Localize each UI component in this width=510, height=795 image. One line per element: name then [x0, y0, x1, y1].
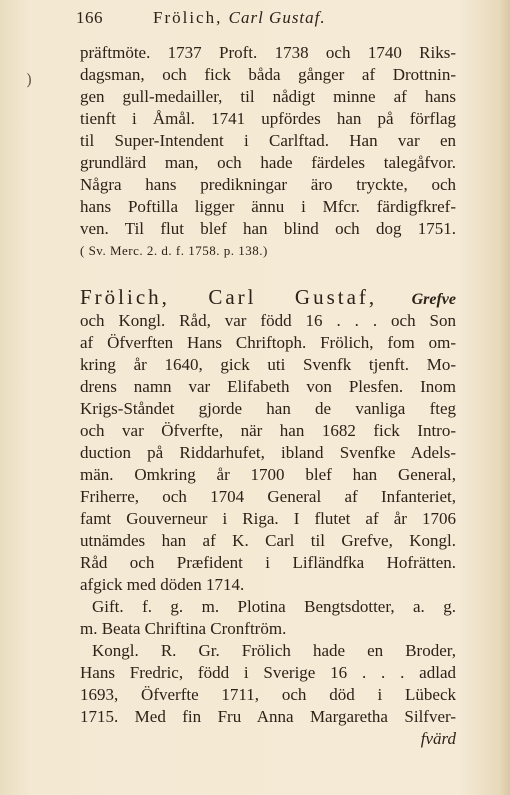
- text-line: Några hans predikningar äro tryckte, och: [80, 175, 456, 194]
- text-line: tienft i Åmål. 1741 upfördes han på förflag: [80, 109, 456, 128]
- brother-line: Kongl. R. Gr. Frölich hade en Broder,: [92, 641, 456, 660]
- text-line: til Super-Intendent i Carlftad. Han var en: [80, 131, 456, 150]
- entry-name: Frölich, Carl Gustaf,: [80, 285, 378, 309]
- text-line: män. Omkring år 1700 blef han General,: [80, 465, 456, 484]
- catchword: fvärd: [420, 729, 456, 748]
- page-number: 166: [76, 8, 103, 27]
- text-line: hans Poftilla ligger ännu i Mfcr. färdigfkref-: [80, 197, 456, 216]
- marriage-line: m. Beata Chriftina Cronftröm.: [80, 619, 287, 638]
- text-line: ven. Til flut blef han blind och dog 1751.: [80, 219, 456, 238]
- text-line: af Öfverften Hans Chriftoph. Frölich, fom om-: [80, 333, 456, 352]
- text-line: kring år 1640, gick uti Svenfk tjenft. Mo-: [80, 355, 456, 374]
- source-reference: ( Sv. Merc. 2. d. f. 1758. p. 138.): [80, 243, 268, 258]
- entry-title: Grefve: [411, 291, 456, 308]
- text-line: drens namn var Elifabeth von Plesfen. Inom: [80, 377, 456, 396]
- entry-continuation: [80, 42, 456, 262]
- text-line: famt Gouverneur i Riga. I flutet af år 1706: [80, 509, 456, 528]
- text-line: duction på Riddarhufet, ibland Svenfke Adels-: [80, 443, 456, 462]
- running-header: [76, 6, 476, 34]
- text-line: Friherre, och 1704 General af Infanteriet,: [80, 487, 456, 506]
- page-edge: [498, 0, 510, 795]
- text-line: och var Öfverfte, när han 1682 fick Intro-: [80, 421, 456, 440]
- text-line: afgick med döden 1714.: [80, 575, 245, 594]
- margin-mark: ): [26, 70, 33, 89]
- brother-line: 1715. Med fin Fru Anna Margaretha Silfver-: [80, 707, 456, 726]
- text-line: och Kongl. Råd, var född 16 . . . och Son: [80, 311, 456, 330]
- entry-heading: [80, 284, 456, 310]
- text-line: grundlärd man, och hade färdeles talegåfvor.: [80, 153, 456, 172]
- running-head-prefix: Frölich,: [153, 8, 223, 27]
- text-line: gen gull-medailler, til nådigt minne af hans: [80, 87, 456, 106]
- text-line: Krigs-Ståndet gjorde han de vanliga fteg: [80, 399, 456, 418]
- brother-line: Hans Fredric, född i Sverige 16 . . . adlad: [80, 663, 456, 682]
- text-line: Råd och Præfident i Lifländfka Hofrätten.: [80, 553, 456, 572]
- running-head: [153, 8, 326, 28]
- brother-line: 1693, Öfverfte 1711, och död i Lübeck: [80, 685, 456, 704]
- entry-frolich-carl-gustaf: [80, 284, 456, 750]
- body-text: [80, 42, 456, 750]
- text-line: utnämdes han af K. Carl til Grefve, Kongl.: [80, 531, 456, 550]
- running-head-name: Carl Gustaf.: [228, 8, 326, 27]
- marriage-line: Gift. f. g. m. Plotina Bengtsdotter, a. g.: [92, 597, 456, 616]
- text-line: präftmöte. 1737 Proft. 1738 och 1740 Riks-: [80, 43, 456, 62]
- text-line: dagsman, och fick båda gånger af Drottnin-: [80, 65, 456, 84]
